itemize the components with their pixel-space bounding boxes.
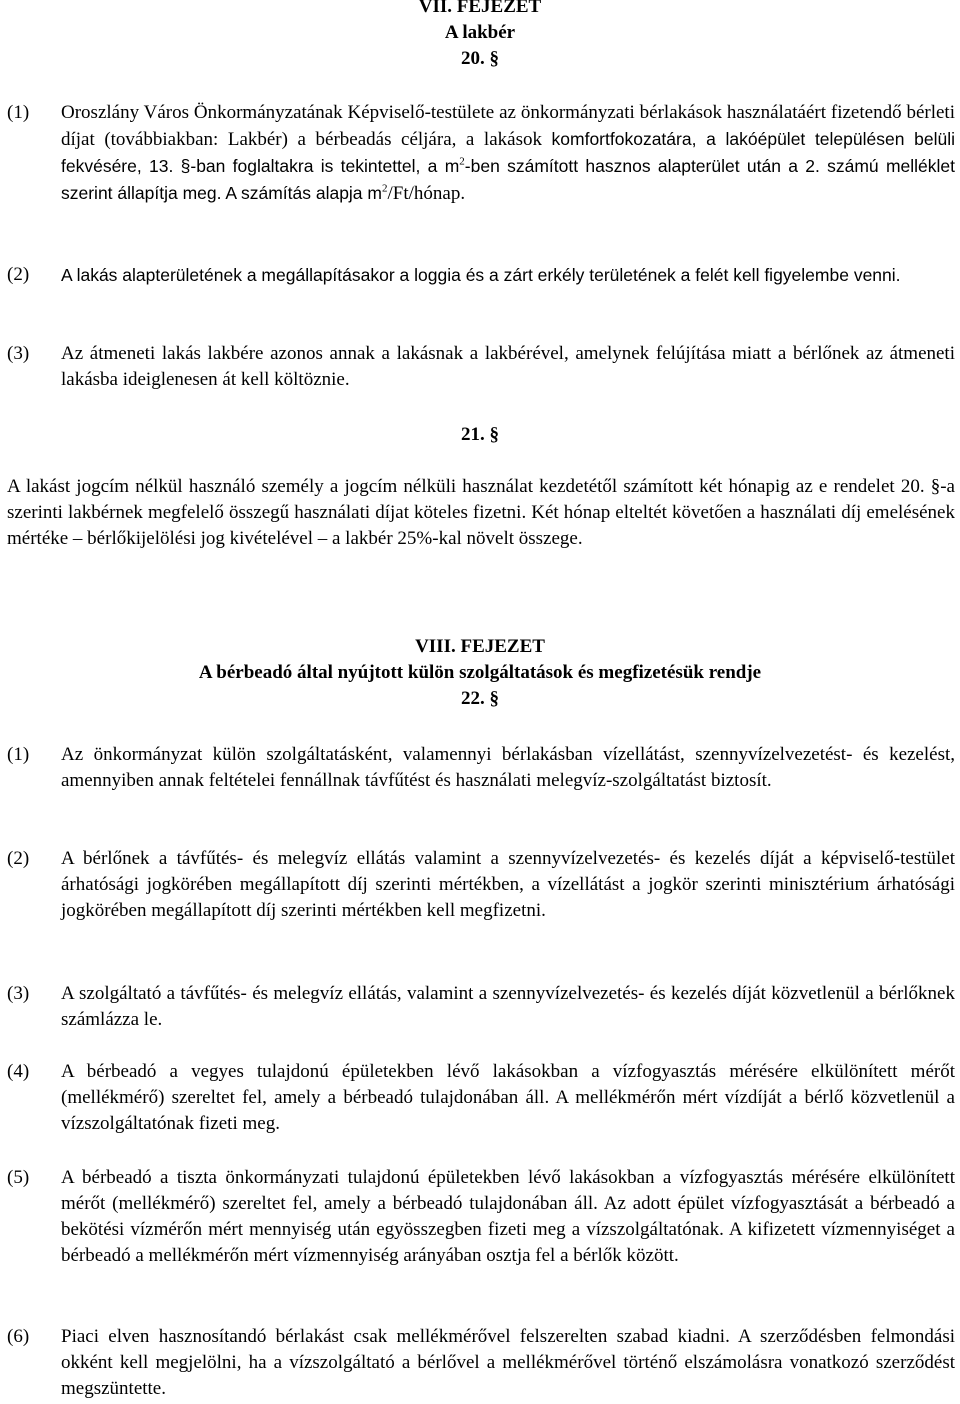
paragraph-text: Az átmeneti lakás lakbére azonos annak a lakásnak a lakbérével, amelynek felújítása miatt a bérlőnek az átmeneti lakásba ideiglenesen át kell költöznie. bbox=[61, 343, 955, 390]
section-21-number: 21. § bbox=[461, 424, 499, 445]
paragraph-number: (5) bbox=[7, 1167, 30, 1188]
section-20-number: 20. § bbox=[461, 48, 499, 69]
paragraph-text: A szolgáltató a távfűtés- és melegvíz ellátás, valamint a szennyvízelvezetés- és kezelés díját közvetlenül a bérlőknek számlázza le. bbox=[61, 983, 955, 1030]
paragraph-22-6 bbox=[7, 1324, 955, 1402]
paragraph-22-5 bbox=[7, 1165, 955, 1269]
paragraph-text: A bérbeadó a vegyes tulajdonú épületekben lévő lakásokban a vízfogyasztás mérésére elkülönített mérőt (mellékmérő) szereltet fel, amely a bérbeadó tulajdonában áll. A mellékmérőn mért vízdíját a bérlő közvetlenül a vízszolgáltatónak fizeti meg. bbox=[61, 1061, 955, 1134]
section-21-text: A lakást jogcím nélkül használó személy a jogcím nélküli használat kezdetétől számított két hónapig az e rendelet 20. §-a szerinti lakbérnek megfelelő összegű használati díjat köteles fizetni. Két hónap elteltét követően a használati díj emelésének mértéke – bérlőkijelölési jog kivételével – a lakbér 25%-kal növelt összege. bbox=[7, 476, 955, 549]
chapter-7-subtitle: A lakbér bbox=[444, 22, 516, 43]
paragraph-number: (2) bbox=[7, 264, 30, 285]
paragraph-number: (2) bbox=[7, 848, 30, 869]
paragraph-20-1 bbox=[7, 100, 955, 207]
section-22-number: 22. § bbox=[461, 688, 499, 709]
paragraph-20-3 bbox=[7, 341, 955, 393]
chapter-7-title: VII. FEJEZET bbox=[418, 0, 542, 17]
paragraph-text: A lakás alapterületének a megállapításakor a loggia és a zárt erkély területének a felét kell figyelembe venni. bbox=[61, 265, 901, 285]
paragraph-text: Piaci elven hasznosítandó bérlakást csak mellékmérővel felszerelten szabad kiadni. A szerződésben felmondási okként kell megjelölni, ha a vízszolgáltató a bérlővel a mellékmérővel történő elszámolásra vonatkozó szerződést megszüntette. bbox=[61, 1326, 955, 1399]
chapter-7-heading bbox=[0, 0, 960, 72]
paragraph-number: (3) bbox=[7, 343, 30, 364]
paragraph-number: (1) bbox=[7, 102, 30, 123]
paragraph-text: A bérbeadó a tiszta önkormányzati tulajdonú épületekben lévő lakásokban a vízfogyasztás mérésére elkülönített mérőt (mellékmérő) szereltet fel, amely a bérbeadó tulajdonában áll. Az adott épület vízfogyasztását a bérbeadó a bekötési vízmérőn mért mennyiség után egyösszegben fizeti meg a vízszolgáltatónak. A kifizetett vízmennyiséget a bérbeadó a mellékmérőn mért vízmennyiség arányában osztja fel a bérlők között. bbox=[61, 1167, 955, 1266]
paragraph-number: (6) bbox=[7, 1326, 30, 1347]
chapter-8-subtitle: A bérbeadó által nyújtott külön szolgáltatások és megfizetésük rendje bbox=[198, 662, 762, 683]
paragraph-number: (1) bbox=[7, 744, 30, 765]
chapter-8-heading bbox=[0, 634, 960, 712]
paragraph-22-1 bbox=[7, 742, 955, 794]
section-21-heading bbox=[0, 422, 960, 448]
chapter-8-title: VIII. FEJEZET bbox=[415, 636, 545, 657]
paragraph-22-2 bbox=[7, 846, 955, 924]
paragraph-text: Az önkormányzat külön szolgáltatásként, valamennyi bérlakásban vízellátást, szennyvízelvezetést- és kezelést, amennyiben annak feltételei fennállnak távfűtést és használati melegvíz-szolgáltatást biztosít. bbox=[61, 744, 955, 791]
paragraph-20-2 bbox=[7, 262, 955, 288]
paragraph-number: (3) bbox=[7, 983, 30, 1004]
paragraph-text: A bérlőnek a távfűtés- és melegvíz ellátás valamint a szennyvízelvezetés- és kezelés díját a képviselő-testület árhatósági jogkörében megállapított díj szerinti mértékben, a vízellátást a jogkör szerinti minisztérium árhatósági jogkörében megállapított díj szerinti mértékben kell megfizetni. bbox=[61, 848, 955, 921]
paragraph-22-3 bbox=[7, 981, 955, 1033]
paragraph-22-4 bbox=[7, 1059, 955, 1137]
paragraph-number: (4) bbox=[7, 1061, 30, 1082]
paragraph-text: Oroszlány Város Önkormányzatának Képviselő-testülete az önkormányzati bérlakások használatáért fizetendő bérleti díjat (továbbiakban: Lakbér) a bérbeadás céljára, a lakások komfortfokozatára, a lakóépület településen belüli fekvésére, 13. §-ban foglaltakra is tekintettel, a $m^2$-ben számított hasznos alapterület után a 2. számú melléklet szerint állapítja meg. A számítás alapja $m^2/Ft$/hónap. bbox=[61, 102, 955, 204]
